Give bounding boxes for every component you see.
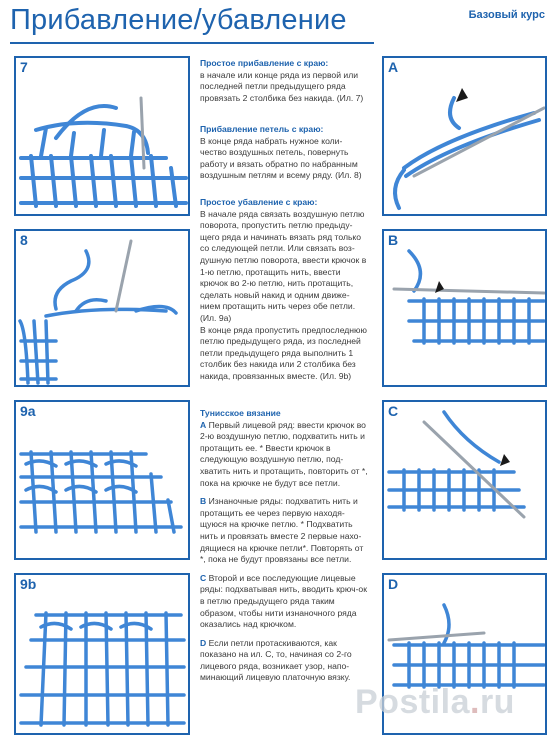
illustration-label-8: 8 [20,232,28,248]
section-heading: Прибавление петель с краю: [200,124,324,134]
step-b [200,496,368,566]
watermark [355,683,515,722]
section-simple-decrease [200,197,368,383]
step-text: Второй и все последующие лицевые ряды: подхватывая нить, вводить крюч-ок в петлю предыдущего ряда таким образом, чтобы нити изнаночного ряда оказались над крючком. [200,572,367,630]
section-body: В начале ряда связать воздушную петлю поворота, пропустить петлю предыду-щего ряда и начинать вязать ряд только со следующей петли. Или связать воз-душную петлю поворота, ввести крючок в 1-ю петлю, протащить нить, ввести крючок во 2-ю петлю, нить протащить, сделать новый накид и одним движе-нием протащить нить через обе петли. (Ил. 9а) [200,208,367,323]
crochet-swatch-9a-drawing [16,402,190,560]
section-body: в начале или конце ряда из первой или последней петли предыдущего ряда провязать 2 столбика без накида. (Ил. 7) [200,69,364,103]
step-letter: B [200,496,207,507]
crochet-swatch-8-drawing [16,231,190,387]
illustration-A [382,56,547,216]
illustration-label-9a: 9a [20,403,36,419]
crochet-swatch-9b-drawing [16,575,190,735]
course-label: Базовый курс [468,9,545,21]
step-letter: C [200,572,207,583]
illustration-B [382,229,547,387]
step-d [200,638,368,684]
step-text: Изнаночные ряды: подхватить нить и протащить ее через первую находя-щуюся на крючке петлю. * Подхватить нить и провязать вместе 2 первые нахо-дящиеся на крючке петли*. Повторять от *, пока не будут провязаны все петли. [200,496,364,565]
watermark-dot: . [469,683,480,721]
illustration-7 [14,56,190,216]
step-a [200,420,368,490]
illustration-label-D: D [388,576,399,592]
watermark-text: Postila [355,683,470,721]
illustration-label-A: A [388,59,399,75]
step-letter: D [200,637,207,648]
crochet-swatch-7-drawing [16,58,190,216]
illustration-C [382,400,547,560]
watermark-tld: ru [479,683,515,721]
tunisian-step-C-drawing [384,402,547,560]
illustration-label-B: B [388,232,399,248]
illustration-9a [14,400,190,560]
section-heading: Тунисское вязание [200,408,281,418]
illustration-label-C: C [388,403,399,419]
title-underline [10,42,374,44]
section-body: В конце ряда набрать нужное коли-чество воздушных петель, повернуть работу и вязать обратно по набранным воздушным петлям и всему ряду. (Ил. 8) [200,135,362,181]
page-title: Прибавление/убавление [10,4,347,36]
step-text: Если петли протаскиваются, как показано на ил. С, то, начиная со 2-го лицевого ряда, возникает узор, напо-минающий лицевую платочную вязку. [200,637,352,683]
illustration-8 [14,229,190,387]
section-loops-increase [200,124,368,182]
section-heading: Простое убавление с краю: [200,197,318,207]
tunisian-step-B-drawing [384,231,547,387]
step-text: Первый лицевой ряд: ввести крючок во 2-ю воздушную петлю, подхватить нить и протащить ее. * Ввести крючок в следующую воздушную петлю, под-хватить нить и протащить, повторить от *, пока на крючке не будут все петли. [200,419,368,488]
section-heading: Простое прибавление с краю: [200,58,329,68]
illustration-label-9b: 9b [20,576,37,592]
illustration-label-7: 7 [20,59,28,75]
illustration-9b [14,573,190,735]
section-simple-increase [200,58,368,104]
step-c [200,573,368,631]
tunisian-step-A-drawing [384,58,547,216]
step-letter: A [200,419,207,430]
section-tunisian [200,408,368,684]
section-body: В конце ряда пропустить предпоследнюю петлю предыдущего ряда, из последней петли предыдущего ряда выполнить 1 столбик без накида или 2 столбика без накида, провязанных вместе. (Ил. 9b) [200,324,367,381]
